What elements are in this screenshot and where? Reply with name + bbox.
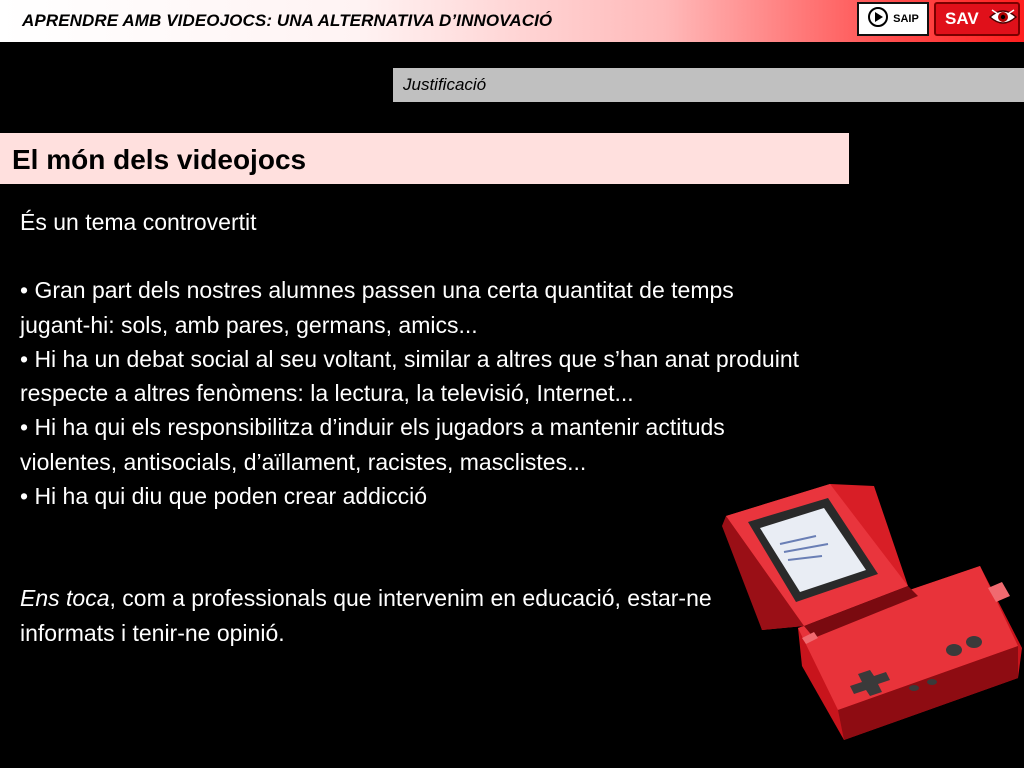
bullet-item: • Hi ha un debat social al seu voltant, similar a altres que s’han anat produint respecte a altres fenòmens: la lectura, la televisió, Internet... [20,345,800,407]
slide-title: El món dels videojocs [12,144,307,175]
spacer [20,239,800,273]
sav-button[interactable] [934,2,1020,36]
slide-title-box [0,133,849,184]
section-tab [393,68,1024,102]
bullet-item: • Gran part dels nostres alumnes passen una certa quantitat de temps jugant-hi: sols, amb pares, germans, amics... [20,277,734,338]
section-label: Justificació [403,75,487,94]
bullet-item: • Hi ha qui diu que poden crear addicció [20,483,427,510]
conclusion-rest: , com a professionals que intervenim en educació, estar-ne informats i tenir-ne opinió. [20,585,712,646]
header-bar [0,0,1024,42]
saip-label: SAIP [893,13,919,25]
conclusion-text [20,581,800,650]
body-text [20,205,800,650]
saip-button[interactable] [857,2,929,36]
bullet-item: • Hi ha qui els responsibilitza d’induir els jugadors a mantenir actituds violentes, antisocials, d’aïllament, racistes, masclistes... [20,414,725,475]
play-circle-icon [867,6,889,33]
spacer [20,513,800,581]
conclusion-emphasis: Ens toca [20,585,110,612]
game-console-illustration [718,478,1024,740]
intro-text: És un tema controvertit [20,209,257,235]
header-title: APRENDRE AMB VIDEOJOCS: UNA ALTERNATIVA D’INNOVACIÓ [22,11,553,30]
eye-icon [987,4,1019,35]
sav-label: SAV [945,9,979,28]
